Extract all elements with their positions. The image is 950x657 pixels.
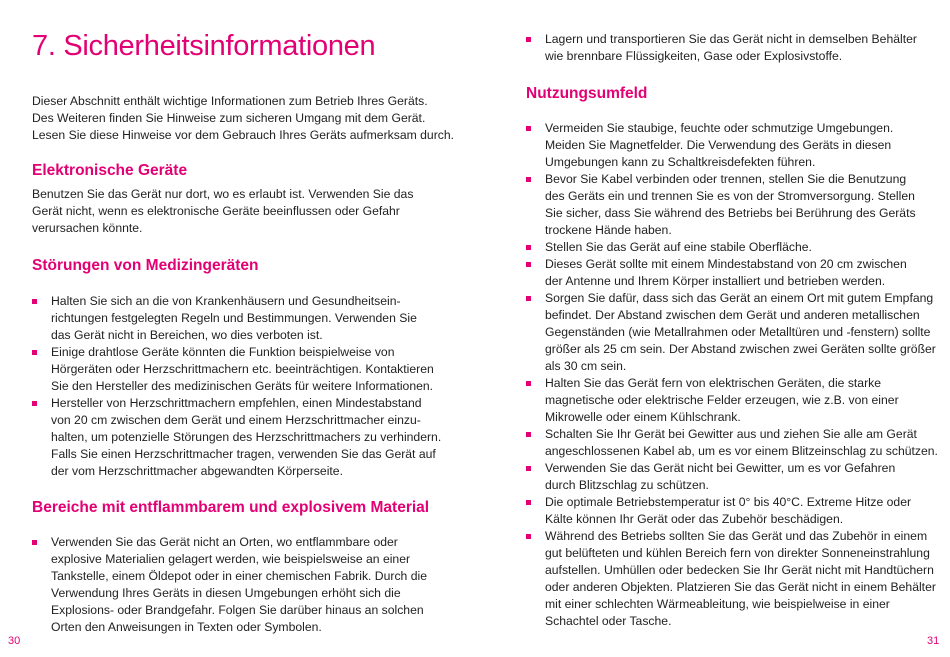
bullet-square-icon bbox=[32, 299, 37, 304]
bullet-square-icon bbox=[526, 177, 531, 182]
text-line: wie brennbare Flüssigkeiten, Gase oder Explosivstoffe. bbox=[545, 49, 843, 63]
text-line: Dieser Abschnitt enthält wichtige Informationen zum Betrieb Ihres Geräts. bbox=[32, 94, 428, 108]
medical-list bbox=[32, 293, 441, 480]
text-line: von 20 cm zwischen dem Gerät und einem Herzschrittmacher einzu- bbox=[51, 413, 421, 427]
list-item bbox=[526, 239, 938, 256]
text-line: Sie sicher, dass Sie während des Betriebs bei Berührung des Geräts bbox=[545, 206, 916, 220]
list-item bbox=[526, 171, 938, 239]
bullet-square-icon bbox=[32, 350, 37, 355]
text-line: Verwenden Sie das Gerät nicht an Orten, wo entflammbare oder bbox=[51, 535, 398, 549]
text-line: Des Weiteren finden Sie Hinweise zum sicheren Umgang mit dem Gerät. bbox=[32, 111, 426, 125]
text-line: Sorgen Sie dafür, dass sich das Gerät an einem Ort mit gutem Empfang bbox=[545, 291, 934, 305]
section-heading-electronic: Elektronische Geräte bbox=[32, 162, 188, 179]
list-item bbox=[32, 344, 441, 395]
text-line: Stellen Sie das Gerät auf eine stabile Oberfläche. bbox=[545, 240, 812, 254]
text-line: aufstellen. Umhüllen oder bedecken Sie Ihr Gerät nicht mit Handtüchern bbox=[545, 563, 934, 577]
list-item bbox=[526, 256, 938, 290]
bullet-square-icon bbox=[526, 432, 531, 437]
text-line: Hörgeräten oder Herzschrittmachern etc. beeinträchtigen. Kontaktieren bbox=[51, 362, 434, 376]
bullet-square-icon bbox=[526, 296, 531, 301]
text-line: magnetische oder elektrische Felder erzeugen, wie z.B. von einer bbox=[545, 393, 899, 407]
text-line: Schachtel oder Tasche. bbox=[545, 614, 672, 628]
text-line: der vom Herzschrittmacher abgewandten Körperseite. bbox=[51, 464, 343, 478]
text-line: Sie den Hersteller des medizinischen Geräts für weitere Informationen. bbox=[51, 379, 434, 393]
list-item bbox=[526, 494, 938, 528]
text-line: Lagern und transportieren Sie das Gerät nicht in demselben Behälter bbox=[545, 32, 917, 46]
text-line: halten, um potenzielle Störungen des Herzschrittmachers zu verhindern. bbox=[51, 430, 442, 444]
text-line: oder anderen Objekten. Platzieren Sie das Gerät nicht in einem Behälter bbox=[545, 580, 936, 594]
section-heading-medical: Störungen von Medizingeräten bbox=[32, 257, 259, 274]
list-item bbox=[32, 395, 441, 480]
text-line: Verwenden Sie das Gerät nicht bei Gewitter, um es vor Gefahren bbox=[545, 461, 896, 475]
text-line: explosive Materialien gelagert werden, wie beispielsweise an einer bbox=[51, 552, 411, 566]
electronic-paragraph bbox=[32, 186, 413, 237]
text-line: Meiden Sie Magnetfelder. Die Verwendung des Geräts in diesen bbox=[545, 138, 892, 152]
text-line: Falls Sie einen Herzschrittmacher tragen, verwenden Sie das Gerät auf bbox=[51, 447, 436, 461]
bullet-square-icon bbox=[526, 37, 531, 42]
section-heading-usage: Nutzungsumfeld bbox=[526, 85, 648, 102]
text-line: der Antenne und Ihrem Körper installiert und betrieben werden. bbox=[545, 274, 886, 288]
list-item bbox=[32, 534, 427, 636]
text-line: Halten Sie sich an die von Krankenhäusern und Gesundheitsein- bbox=[51, 294, 401, 308]
section-heading-flammable: Bereiche mit entflammbarem und explosivem Material bbox=[32, 499, 430, 516]
text-line: Schalten Sie Ihr Gerät bei Gewitter aus und ziehen Sie alle am Gerät bbox=[545, 427, 917, 441]
list-item bbox=[526, 426, 938, 460]
text-line: Gegenständen (wie Metallrahmen oder Metalltüren und -fenstern) sollte bbox=[545, 325, 931, 339]
bullet-square-icon bbox=[526, 500, 531, 505]
text-line: Hersteller von Herzschrittmachern empfehlen, einen Mindestabstand bbox=[51, 396, 422, 410]
text-line: Benutzen Sie das Gerät nur dort, wo es erlaubt ist. Verwenden Sie das bbox=[32, 187, 414, 201]
text-line: gut belüfteten und kühlen Bereich fern von direkter Sonneneinstrahlung bbox=[545, 546, 930, 560]
page-title: 7. Sicherheitsinformationen bbox=[32, 30, 376, 62]
text-line: des Geräts ein und trennen Sie es von der Stromversorgung. Stellen bbox=[545, 189, 915, 203]
text-line: Halten Sie das Gerät fern von elektrischen Geräten, die starke bbox=[545, 376, 882, 390]
text-line: das Gerät nicht in Bereichen, wo dies verboten ist. bbox=[51, 328, 323, 342]
text-line: Explosions- oder Brandgefahr. Folgen Sie darüber hinaus an solchen bbox=[51, 603, 424, 617]
storage-list bbox=[526, 31, 917, 65]
bullet-square-icon bbox=[526, 126, 531, 131]
text-line: Umgebungen kann zu Schaltkreisdefekten führen. bbox=[545, 155, 816, 169]
list-item bbox=[526, 460, 938, 494]
text-line: Gerät nicht, wenn es elektronische Geräte beeinflussen oder Gefahr bbox=[32, 204, 400, 218]
bullet-square-icon bbox=[526, 262, 531, 267]
text-line: richtungen festgelegten Regeln und Bestimmungen. Verwenden Sie bbox=[51, 311, 417, 325]
text-line: trockene Hände haben. bbox=[545, 223, 672, 237]
list-item bbox=[526, 31, 917, 65]
text-line: mit einer schlechten Wärmeableitung, wie beispielweise in einer bbox=[545, 597, 890, 611]
list-item bbox=[526, 528, 938, 630]
text-line: durch Blitzschlag zu schützen. bbox=[545, 478, 709, 492]
page-number: 31 bbox=[927, 635, 940, 647]
list-item bbox=[526, 375, 938, 426]
usage-list bbox=[526, 120, 938, 630]
text-line: Kälte können Ihr Gerät oder das Zubehör beschädigen. bbox=[545, 512, 844, 526]
bullet-square-icon bbox=[32, 540, 37, 545]
text-line: Dieses Gerät sollte mit einem Mindestabstand von 20 cm zwischen bbox=[545, 257, 907, 271]
bullet-square-icon bbox=[526, 245, 531, 250]
bullet-square-icon bbox=[32, 401, 37, 406]
text-line: Lesen Sie diese Hinweise vor dem Gebrauch Ihres Geräts aufmerksam durch. bbox=[32, 128, 455, 142]
bullet-square-icon bbox=[526, 381, 531, 386]
text-line: verursachen könnte. bbox=[32, 221, 143, 235]
bullet-square-icon bbox=[526, 466, 531, 471]
intro-paragraph bbox=[32, 93, 454, 144]
text-line: Mikrowelle oder einem Kühlschrank. bbox=[545, 410, 741, 424]
list-item bbox=[526, 120, 938, 171]
text-line: Verwendung Ihres Geräts in diesen Umgebungen erhöht sich die bbox=[51, 586, 401, 600]
text-line: befindet. Der Abstand zwischen dem Gerät und anderen metallischen bbox=[545, 308, 920, 322]
text-line: als 30 cm sein. bbox=[545, 359, 627, 373]
text-line: Vermeiden Sie staubige, feuchte oder schmutzige Umgebungen. bbox=[545, 121, 894, 135]
list-item bbox=[32, 293, 441, 344]
bullet-square-icon bbox=[526, 534, 531, 539]
text-line: Einige drahtlose Geräte könnten die Funktion beispielweise von bbox=[51, 345, 395, 359]
text-line: Die optimale Betriebstemperatur ist 0° bis 40°C. Extreme Hitze oder bbox=[545, 495, 912, 509]
text-line: Während des Betriebs sollten Sie das Gerät und das Zubehör in einem bbox=[545, 529, 928, 543]
text-line: Orten den Anweisungen in Texten oder Symbolen. bbox=[51, 620, 322, 634]
text-line: Tankstelle, einem Öldepot oder in einer chemischen Fabrik. Durch die bbox=[51, 569, 427, 583]
list-item bbox=[526, 290, 938, 375]
text-line: größer als 25 cm sein. Der Abstand zwischen zwei Geräten sollte größer bbox=[545, 342, 936, 356]
page-number: 30 bbox=[8, 635, 21, 647]
text-line: angeschlossenen Kabel ab, um es vor einem Blitzeinschlag zu schützen. bbox=[545, 444, 938, 458]
flammable-list bbox=[32, 534, 427, 636]
text-line: Bevor Sie Kabel verbinden oder trennen, stellen Sie die Benutzung bbox=[545, 172, 907, 186]
right-page bbox=[475, 0, 950, 657]
